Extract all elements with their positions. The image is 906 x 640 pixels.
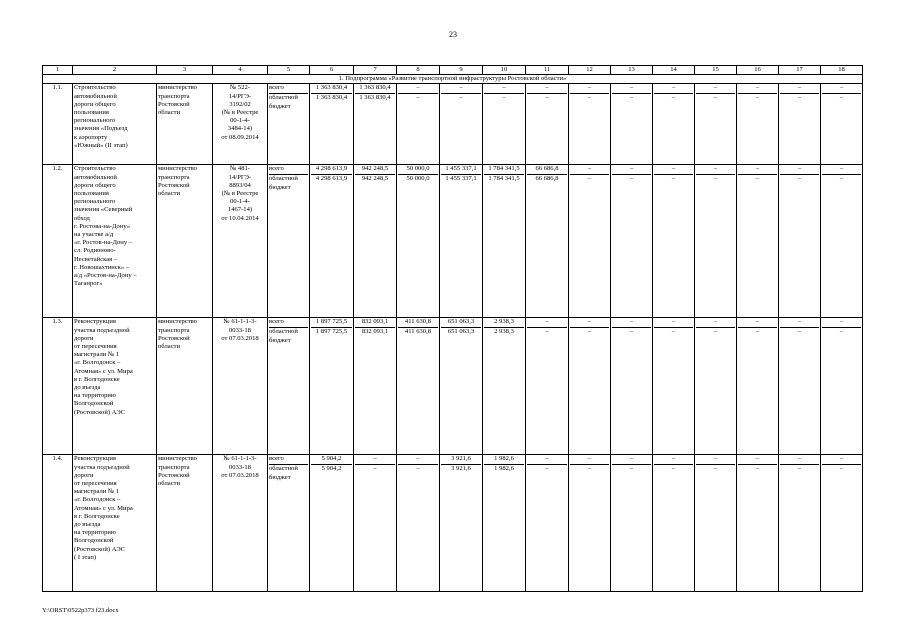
source-total-label: всего xyxy=(269,84,308,94)
amount-total: – xyxy=(696,165,735,175)
amount-regional-budget: – xyxy=(545,94,549,102)
amount-cell xyxy=(779,318,821,455)
column-number-7: 7 xyxy=(354,66,397,75)
amount-cell xyxy=(737,318,779,455)
amount-total: – xyxy=(527,84,567,94)
column-number-15: 15 xyxy=(695,66,737,75)
funding-source xyxy=(268,318,310,455)
amount-cell xyxy=(611,84,653,165)
amount-cell xyxy=(526,318,569,455)
amount-cell xyxy=(821,84,863,165)
amount-cell xyxy=(569,318,611,455)
amount-total: – xyxy=(822,84,861,94)
row-number: 1.3. xyxy=(43,318,73,455)
amount-regional-budget: – xyxy=(713,94,718,102)
amount-cell xyxy=(310,84,354,165)
amount-cell xyxy=(483,455,526,592)
amount-cell xyxy=(737,165,779,318)
column-number-11: 11 xyxy=(526,66,569,75)
amount-regional-budget: – xyxy=(629,465,634,473)
amount-cell xyxy=(397,455,440,592)
measure-name: Строительство автомобильной дороги общего пользования регионального значения «Подъезд к аэропорту «Южный» (II этап) xyxy=(73,84,157,165)
amount-cell xyxy=(611,165,653,318)
amount-regional-budget: 1 363 830,4 xyxy=(315,94,348,102)
column-number-10: 10 xyxy=(483,66,526,75)
amount-cell xyxy=(440,455,483,592)
amount-total: – xyxy=(822,318,861,328)
amount-cell xyxy=(354,318,397,455)
table-row xyxy=(43,84,863,165)
amount-total: 1 363 830,4 xyxy=(355,84,395,94)
amount-total: 4 298 613,9 xyxy=(311,165,352,175)
funding-source xyxy=(268,455,310,592)
amount-total: – xyxy=(570,84,609,94)
amount-cell xyxy=(695,84,737,165)
amount-total: – xyxy=(612,84,651,94)
amount-total: 1 363 830,4 xyxy=(311,84,352,94)
amount-regional-budget: 50 000,0 xyxy=(406,175,430,183)
amount-regional-budget: – xyxy=(839,175,844,183)
expertise-document: № 61-1-1-3- 0033-18 от 07.03.2018 xyxy=(213,455,268,592)
amount-regional-budget: – xyxy=(755,94,760,102)
amount-cell xyxy=(821,318,863,455)
file-path-footer: Y:\ORST\0522p373 f23.docx xyxy=(42,607,119,614)
funding-source xyxy=(268,165,310,318)
amount-total: 832 093,1 xyxy=(355,318,395,328)
column-number-row xyxy=(43,66,863,75)
amount-cell xyxy=(354,165,397,318)
amount-cell xyxy=(397,318,440,455)
amount-total: – xyxy=(696,84,735,94)
column-number-8: 8 xyxy=(397,66,440,75)
amount-cell xyxy=(611,455,653,592)
amount-total: – xyxy=(780,165,819,175)
amount-regional-budget: – xyxy=(713,465,718,473)
amount-regional-budget: 411 630,8 xyxy=(404,328,432,336)
amount-cell xyxy=(310,318,354,455)
source-total-label: всего xyxy=(269,318,308,328)
amount-total: 1 897 725,5 xyxy=(311,318,352,328)
amount-total: 411 630,8 xyxy=(398,318,438,328)
amount-total: 1 982,6 xyxy=(484,455,524,465)
amount-regional-budget: 1 455 337,1 xyxy=(445,175,477,183)
amount-regional-budget: – xyxy=(502,94,506,102)
amount-total: – xyxy=(484,84,524,94)
amount-regional-budget: – xyxy=(587,328,592,336)
amount-cell xyxy=(653,84,695,165)
amount-regional-budget: – xyxy=(797,94,802,102)
amount-cell xyxy=(440,84,483,165)
amount-cell xyxy=(310,165,354,318)
column-number-9: 9 xyxy=(440,66,483,75)
expertise-document: № 522- 14/РГЭ- 3192/02 (№ в Реестре 00-1-4- 3484-14) от 08.09.2014 xyxy=(213,84,268,165)
executor: министерство транспорта Ростовской области xyxy=(157,455,213,592)
amount-cell xyxy=(653,165,695,318)
column-number-17: 17 xyxy=(779,66,821,75)
source-total-label: всего xyxy=(269,455,308,465)
program-table xyxy=(42,65,863,592)
amount-total: 1 455 337,1 xyxy=(441,165,481,175)
row-number: 1.2. xyxy=(43,165,73,318)
amount-cell xyxy=(779,165,821,318)
amount-cell xyxy=(821,165,863,318)
amount-total: – xyxy=(570,318,609,328)
amount-regional-budget: 5 904,2 xyxy=(321,465,342,473)
amount-total: – xyxy=(527,455,567,465)
amount-regional-budget: – xyxy=(416,465,420,473)
amount-regional-budget: – xyxy=(755,465,760,473)
amount-regional-budget: 942 248,5 xyxy=(361,175,389,183)
subprogram-row xyxy=(43,75,863,84)
column-number-2: 2 xyxy=(73,66,157,75)
column-number-12: 12 xyxy=(569,66,611,75)
amount-regional-budget: – xyxy=(629,175,634,183)
amount-total: – xyxy=(441,84,481,94)
amount-cell xyxy=(611,318,653,455)
amount-total: – xyxy=(570,455,609,465)
amount-cell xyxy=(440,165,483,318)
amount-regional-budget: – xyxy=(671,94,676,102)
amount-cell xyxy=(821,455,863,592)
amount-regional-budget: – xyxy=(587,465,592,473)
amount-total: – xyxy=(612,165,651,175)
amount-cell xyxy=(695,165,737,318)
amount-regional-budget: 1 363 830,4 xyxy=(359,94,391,102)
amount-regional-budget: – xyxy=(459,94,463,102)
amount-cell xyxy=(779,84,821,165)
column-number-16: 16 xyxy=(737,66,779,75)
column-number-6: 6 xyxy=(310,66,354,75)
amount-cell xyxy=(737,455,779,592)
amount-total: – xyxy=(355,455,395,465)
executor: министерство транспорта Ростовской области xyxy=(157,84,213,165)
amount-total: – xyxy=(780,455,819,465)
amount-regional-budget: – xyxy=(755,175,760,183)
column-number-1: 1 xyxy=(43,66,73,75)
amount-regional-budget: – xyxy=(629,94,634,102)
amount-total: – xyxy=(654,318,693,328)
amount-regional-budget: – xyxy=(671,328,676,336)
amount-regional-budget: – xyxy=(373,465,377,473)
amount-total: 651 063,3 xyxy=(441,318,481,328)
amount-cell xyxy=(354,455,397,592)
amount-regional-budget: – xyxy=(545,465,549,473)
expertise-document: № 61-1-1-3- 0033-18 от 07.03.2018 xyxy=(213,318,268,455)
table-row xyxy=(43,455,863,592)
amount-cell xyxy=(526,165,569,318)
amount-regional-budget: – xyxy=(545,328,549,336)
amount-total: – xyxy=(738,84,777,94)
page-number: 23 xyxy=(449,30,457,39)
amount-total: – xyxy=(780,318,819,328)
amount-regional-budget: – xyxy=(839,94,844,102)
source-budget-label: областной бюджет xyxy=(269,328,298,344)
source-budget-label: областной бюджет xyxy=(269,94,298,110)
amount-regional-budget: – xyxy=(713,175,718,183)
amount-total: – xyxy=(398,455,438,465)
row-number: 1.1. xyxy=(43,84,73,165)
amount-cell xyxy=(440,318,483,455)
amount-regional-budget: 3 921,6 xyxy=(451,465,471,473)
column-number-18: 18 xyxy=(821,66,863,75)
amount-cell xyxy=(569,84,611,165)
amount-regional-budget: – xyxy=(587,175,592,183)
amount-cell xyxy=(779,455,821,592)
amount-cell xyxy=(483,165,526,318)
amount-total: 66 686,8 xyxy=(527,165,567,175)
amount-regional-budget: – xyxy=(839,465,844,473)
amount-regional-budget: – xyxy=(629,328,634,336)
amount-cell xyxy=(310,455,354,592)
expertise-document: № 481- 14/РГЭ- 8893/04 (№ в Реестре 00-1-4- 1467-14) от 10.04.2014 xyxy=(213,165,268,318)
amount-total: – xyxy=(738,165,777,175)
amount-regional-budget: 2 938,3 xyxy=(494,328,514,336)
amount-total: – xyxy=(527,318,567,328)
amount-total: – xyxy=(612,318,651,328)
source-budget-label: областной бюджет xyxy=(269,465,298,481)
executor: министерство транспорта Ростовской области xyxy=(157,318,213,455)
amount-total: – xyxy=(696,455,735,465)
column-number-14: 14 xyxy=(653,66,695,75)
amount-cell xyxy=(397,84,440,165)
measure-name: Реконструкция участка подъездной дороги от пересечения магистрали № 1 «г. Волгодонск – Атомная» с ул. Мира в г. Волгодонске до въезда на территорию Волгодонской (Ростовской) АЭС ( I этап) xyxy=(73,455,157,592)
executor: министерство транспорта Ростовской области xyxy=(157,165,213,318)
amount-cell xyxy=(483,84,526,165)
amount-regional-budget: 1 982,6 xyxy=(494,465,514,473)
amount-total: – xyxy=(780,84,819,94)
amount-cell xyxy=(653,318,695,455)
amount-cell xyxy=(526,84,569,165)
column-number-13: 13 xyxy=(611,66,653,75)
column-number-4: 4 xyxy=(213,66,268,75)
amount-cell xyxy=(695,318,737,455)
measure-name: Реконструкция участка подъездной дороги от пересечения магистрали № 1 «г. Волгодонск – Атомная» с ул. Мира в г. Волгодонске до въезда на территорию Волгодонской (Ростовской) АЭС xyxy=(73,318,157,455)
amount-cell xyxy=(526,455,569,592)
amount-total: 3 921,6 xyxy=(441,455,481,465)
amount-regional-budget: 1 897 725,5 xyxy=(315,328,348,336)
amount-cell xyxy=(569,455,611,592)
amount-regional-budget: – xyxy=(755,328,760,336)
subprogram-title: 1. Подпрограмма «Развитие транспортной инфраструктуры Ростовской области» xyxy=(43,75,863,84)
row-number: 1.4. xyxy=(43,455,73,592)
table-row xyxy=(43,165,863,318)
column-number-5: 5 xyxy=(268,66,310,75)
amount-regional-budget: 832 093,1 xyxy=(361,328,389,336)
amount-cell xyxy=(354,84,397,165)
amount-total: 1 784 341,5 xyxy=(484,165,524,175)
amount-regional-budget: – xyxy=(797,175,802,183)
amount-cell xyxy=(397,165,440,318)
amount-total: – xyxy=(654,165,693,175)
amount-total: – xyxy=(738,318,777,328)
amount-total: – xyxy=(654,84,693,94)
column-number-3: 3 xyxy=(157,66,213,75)
amount-regional-budget: – xyxy=(839,328,844,336)
amount-regional-budget: 651 063,3 xyxy=(447,328,475,336)
amount-regional-budget: – xyxy=(671,175,676,183)
amount-total: 942 248,5 xyxy=(355,165,395,175)
amount-total: – xyxy=(822,455,861,465)
amount-total: – xyxy=(570,165,609,175)
amount-cell xyxy=(737,84,779,165)
amount-total: – xyxy=(738,455,777,465)
amount-regional-budget: 66 686,8 xyxy=(535,175,559,183)
amount-total: 5 904,2 xyxy=(311,455,352,465)
amount-total: 50 000,0 xyxy=(398,165,438,175)
amount-total: – xyxy=(654,455,693,465)
amount-total: 2 938,3 xyxy=(484,318,524,328)
amount-regional-budget: – xyxy=(587,94,592,102)
amount-total: – xyxy=(696,318,735,328)
amount-total: – xyxy=(822,165,861,175)
amount-cell xyxy=(695,455,737,592)
amount-regional-budget: – xyxy=(713,328,718,336)
funding-source xyxy=(268,84,310,165)
amount-regional-budget: – xyxy=(797,465,802,473)
amount-cell xyxy=(653,455,695,592)
amount-cell xyxy=(569,165,611,318)
table-row xyxy=(43,318,863,455)
amount-cell xyxy=(483,318,526,455)
amount-regional-budget: – xyxy=(416,94,420,102)
amount-total: – xyxy=(398,84,438,94)
source-total-label: всего xyxy=(269,165,308,175)
amount-regional-budget: – xyxy=(671,465,676,473)
source-budget-label: областной бюджет xyxy=(269,175,298,191)
amount-regional-budget: 4 298 613,9 xyxy=(315,175,348,183)
amount-regional-budget: 1 784 341,5 xyxy=(488,175,520,183)
amount-total: – xyxy=(612,455,651,465)
measure-name: Строительство автомобильной дороги общего пользования регионального значения «Северный обход г. Ростова-на-Дону» на участке а/д «г. Ростов-на-Дону – сл. Родионово- Несветайская – г. Новошахтинск» – а/д «Ростов-на-Дону – Таганрог» xyxy=(73,165,157,318)
amount-regional-budget: – xyxy=(797,328,802,336)
